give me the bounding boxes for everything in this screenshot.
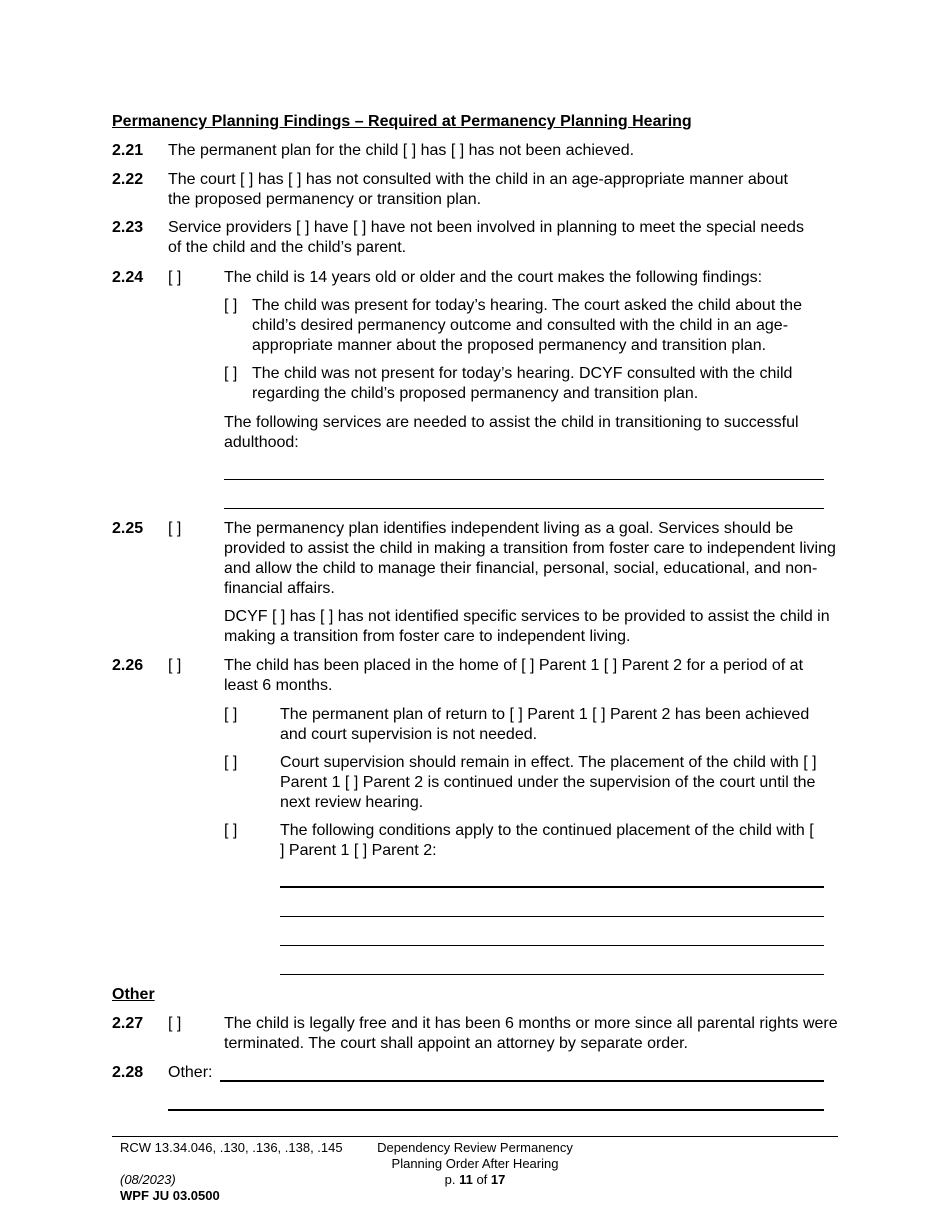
item-2-27-text: The child is legally free and it has been 6 months or more since all parental rights were terminated. The court shall appoint an attorney by separate order.	[224, 1015, 838, 1052]
item-2-26-text: The child has been placed in the home of [ ] Parent 1 [ ] Parent 2 for a period of at least 6 months.	[224, 657, 804, 694]
conditions-line-4[interactable]	[280, 974, 824, 975]
item-number-2-23: 2.23	[112, 219, 144, 236]
footer-form-number: WPF JU 03.0500	[120, 1188, 220, 1203]
item-number-2-24: 2.24	[112, 269, 144, 286]
footer-divider	[112, 1136, 838, 1137]
item-number-2-26: 2.26	[112, 657, 144, 674]
item-number-2-22: 2.22	[112, 171, 144, 188]
checkbox-2-25[interactable]: [ ]	[168, 520, 182, 537]
item-2-24-not-present-text: The child was not present for today’s hearing. DCYF consulted with the child regarding the child’s proposed permanency and transition plan.	[252, 365, 793, 402]
checkbox-2-24-not-present[interactable]: [ ]	[224, 365, 238, 382]
item-number-2-25: 2.25	[112, 520, 144, 537]
item-number-2-28: 2.28	[112, 1064, 144, 1081]
item-2-24-services-text: The following services are needed to assist the child in transitioning to successful adulthood:	[224, 414, 799, 451]
checkbox-2-24-present[interactable]: [ ]	[224, 297, 238, 314]
footer-page-number	[360, 1172, 590, 1188]
checkbox-2-26-conditions[interactable]: [ ]	[224, 822, 238, 839]
section-heading: Permanency Planning Findings – Required at Permanency Planning Hearing	[112, 113, 692, 130]
checkbox-2-26[interactable]: [ ]	[168, 657, 182, 674]
checkbox-2-26-supervision[interactable]: [ ]	[224, 754, 238, 771]
item-2-22-text: The court [ ] has [ ] has not consulted with the child in an age-appropriate manner about the proposed permanency or transition plan.	[168, 171, 788, 208]
footer-title: Dependency Review Permanency Planning Order After Hearing	[377, 1140, 573, 1171]
other-label: Other:	[168, 1064, 213, 1081]
item-2-25-dcyf-text: DCYF [ ] has [ ] has not identified specific services to be provided to assist the child in making a transition from foster care to independent living.	[224, 608, 830, 645]
total-pages: 17	[490, 1172, 506, 1187]
item-2-23-text: Service providers [ ] have [ ] have not been involved in planning to meet the special needs of the child and the child’s parent.	[168, 219, 804, 256]
checkbox-2-27[interactable]: [ ]	[168, 1015, 182, 1032]
checkbox-2-26-achieved[interactable]: [ ]	[224, 706, 238, 723]
other-line-2[interactable]	[168, 1109, 824, 1111]
footer-date: (08/2023)	[120, 1172, 176, 1187]
page-of: of	[472, 1172, 491, 1187]
checkbox-2-24[interactable]: [ ]	[168, 269, 182, 286]
services-line-1[interactable]	[224, 479, 824, 480]
item-2-26-achieved-text: The permanent plan of return to [ ] Parent 1 [ ] Parent 2 has been achieved and court supervision is not needed.	[280, 706, 810, 743]
item-number-2-27: 2.27	[112, 1015, 144, 1032]
conditions-line-2[interactable]	[280, 916, 824, 917]
item-2-21-text: The permanent plan for the child [ ] has [ ] has not been achieved.	[168, 142, 635, 159]
conditions-line-3[interactable]	[280, 945, 824, 946]
item-2-26-conditions-text: The following conditions apply to the continued placement of the child with [ ] Parent 1 [ ] Parent 2:	[280, 822, 814, 859]
page-prefix: p.	[444, 1172, 460, 1187]
other-heading: Other	[112, 986, 155, 1003]
services-line-2[interactable]	[224, 508, 824, 509]
conditions-line-1[interactable]	[280, 886, 824, 888]
footer-rcw: RCW 13.34.046, .130, .136, .138, .145	[120, 1140, 343, 1155]
item-number-2-21: 2.21	[112, 142, 144, 159]
current-page: 11	[459, 1172, 473, 1187]
item-2-24-text: The child is 14 years old or older and the court makes the following findings:	[224, 269, 763, 286]
other-line-1[interactable]	[220, 1080, 824, 1082]
item-2-25-text: The permanency plan identifies independent living as a goal. Services should be provided to assist the child in making a transition from foster care to independent living and allow the child to manage their financial, personal, social, educational, and non-financial affairs.	[224, 520, 836, 597]
item-2-26-supervision-text: Court supervision should remain in effect. The placement of the child with [ ] Parent 1 [ ] Parent 2 is continued under the supervision of the court until the next review hearing.	[280, 754, 817, 811]
item-2-24-present-text: The child was present for today’s hearing. The court asked the child about the child’s desired permanency outcome and consulted with the child in an age-appropriate manner about the proposed permanency and transition plan.	[252, 297, 802, 354]
